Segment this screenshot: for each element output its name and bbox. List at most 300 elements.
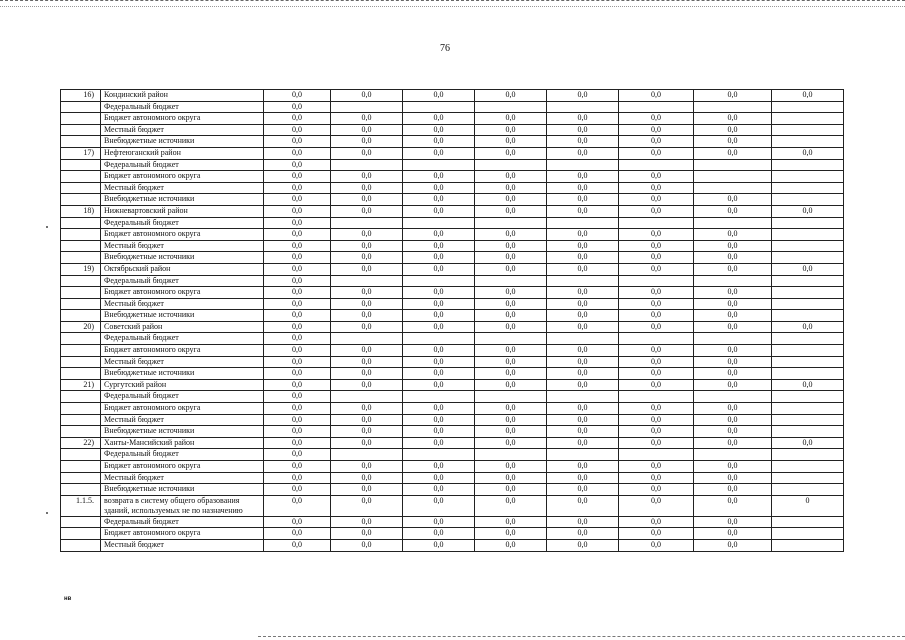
value-cell: 0,0 bbox=[264, 368, 331, 380]
value-cell: 0,0 bbox=[694, 495, 772, 516]
value-cell: 0,0 bbox=[331, 484, 403, 496]
table-row bbox=[61, 403, 844, 415]
value-cell: 0,0 bbox=[547, 171, 619, 183]
value-cell: 0,0 bbox=[331, 147, 403, 159]
value-cell: 0,0 bbox=[331, 414, 403, 426]
value-cell: 0,0 bbox=[264, 472, 331, 484]
value-cell: 0,0 bbox=[475, 356, 547, 368]
value-cell: 0,0 bbox=[694, 379, 772, 391]
table-row bbox=[61, 263, 844, 275]
value-cell bbox=[619, 101, 694, 113]
row-label: Бюджет автономного округа bbox=[101, 287, 264, 299]
value-cell: 0,0 bbox=[264, 229, 331, 241]
value-cell: 0,0 bbox=[403, 240, 475, 252]
value-cell: 0,0 bbox=[547, 182, 619, 194]
value-cell bbox=[475, 449, 547, 461]
value-cell bbox=[475, 217, 547, 229]
value-cell: 0,0 bbox=[264, 263, 331, 275]
value-cell: 0,0 bbox=[547, 147, 619, 159]
value-cell: 0,0 bbox=[547, 516, 619, 528]
value-cell bbox=[547, 275, 619, 287]
value-cell: 0,0 bbox=[475, 484, 547, 496]
value-cell bbox=[403, 159, 475, 171]
value-cell bbox=[772, 101, 844, 113]
page-number: 76 bbox=[440, 43, 450, 54]
value-cell: 0,0 bbox=[264, 217, 331, 229]
value-cell: 0,0 bbox=[547, 437, 619, 449]
value-cell: 0,0 bbox=[331, 298, 403, 310]
value-cell: 0,0 bbox=[331, 356, 403, 368]
value-cell bbox=[403, 275, 475, 287]
row-number bbox=[61, 461, 101, 473]
value-cell bbox=[619, 391, 694, 403]
value-cell: 0,0 bbox=[619, 287, 694, 299]
value-cell bbox=[547, 333, 619, 345]
value-cell bbox=[475, 391, 547, 403]
value-cell: 0,0 bbox=[475, 345, 547, 357]
value-cell: 0,0 bbox=[403, 113, 475, 125]
row-label: Местный бюджет bbox=[101, 414, 264, 426]
value-cell bbox=[772, 217, 844, 229]
value-cell: 0,0 bbox=[403, 426, 475, 438]
value-cell: 0,0 bbox=[403, 528, 475, 540]
table-row bbox=[61, 437, 844, 449]
value-cell: 0,0 bbox=[694, 414, 772, 426]
value-cell: 0,0 bbox=[475, 287, 547, 299]
row-label: Федеральный бюджет bbox=[101, 333, 264, 345]
value-cell: 0,0 bbox=[403, 194, 475, 206]
value-cell bbox=[403, 449, 475, 461]
row-label: Ханты-Мансийский район bbox=[101, 437, 264, 449]
value-cell: 0,0 bbox=[694, 136, 772, 148]
value-cell bbox=[619, 333, 694, 345]
value-cell bbox=[475, 333, 547, 345]
value-cell bbox=[772, 426, 844, 438]
row-label: Местный бюджет bbox=[101, 124, 264, 136]
table-row bbox=[61, 194, 844, 206]
value-cell: 0,0 bbox=[772, 321, 844, 333]
value-cell: 0,0 bbox=[403, 171, 475, 183]
value-cell bbox=[772, 516, 844, 528]
value-cell: 0,0 bbox=[264, 240, 331, 252]
value-cell bbox=[331, 275, 403, 287]
row-label: Местный бюджет bbox=[101, 240, 264, 252]
value-cell: 0,0 bbox=[403, 298, 475, 310]
value-cell: 0,0 bbox=[619, 528, 694, 540]
value-cell bbox=[694, 275, 772, 287]
value-cell: 0,0 bbox=[694, 437, 772, 449]
row-label: Федеральный бюджет bbox=[101, 516, 264, 528]
value-cell: 0,0 bbox=[331, 205, 403, 217]
row-label: Внебюджетные источники bbox=[101, 484, 264, 496]
row-number bbox=[61, 426, 101, 438]
value-cell: 0,0 bbox=[264, 321, 331, 333]
row-label: Бюджет автономного округа bbox=[101, 461, 264, 473]
table-row bbox=[61, 101, 844, 113]
row-label: Бюджет автономного округа bbox=[101, 229, 264, 241]
value-cell: 0,0 bbox=[331, 194, 403, 206]
value-cell: 0,0 bbox=[331, 528, 403, 540]
value-cell: 0,0 bbox=[403, 263, 475, 275]
value-cell: 0,0 bbox=[331, 403, 403, 415]
value-cell: 0,0 bbox=[331, 539, 403, 551]
value-cell: 0,0 bbox=[694, 516, 772, 528]
value-cell bbox=[619, 449, 694, 461]
value-cell bbox=[694, 159, 772, 171]
value-cell: 0,0 bbox=[403, 310, 475, 322]
row-label: Бюджет автономного округа bbox=[101, 528, 264, 540]
value-cell: 0,0 bbox=[619, 194, 694, 206]
value-cell: 0,0 bbox=[547, 379, 619, 391]
value-cell bbox=[547, 391, 619, 403]
value-cell: 0,0 bbox=[619, 414, 694, 426]
row-label: Местный бюджет bbox=[101, 298, 264, 310]
value-cell: 0,0 bbox=[475, 403, 547, 415]
table-body bbox=[61, 90, 844, 552]
table-row bbox=[61, 124, 844, 136]
row-number bbox=[61, 356, 101, 368]
value-cell: 0,0 bbox=[772, 205, 844, 217]
value-cell: 0,0 bbox=[475, 113, 547, 125]
value-cell bbox=[772, 194, 844, 206]
value-cell: 0,0 bbox=[772, 379, 844, 391]
value-cell: 0,0 bbox=[694, 124, 772, 136]
table-row bbox=[61, 171, 844, 183]
value-cell: 0,0 bbox=[694, 321, 772, 333]
value-cell: 0,0 bbox=[331, 461, 403, 473]
value-cell bbox=[772, 414, 844, 426]
row-number: 21) bbox=[61, 379, 101, 391]
value-cell: 0,0 bbox=[619, 379, 694, 391]
row-label: Федеральный бюджет bbox=[101, 449, 264, 461]
row-label: Местный бюджет bbox=[101, 472, 264, 484]
row-number bbox=[61, 136, 101, 148]
value-cell bbox=[772, 449, 844, 461]
value-cell: 0,0 bbox=[619, 229, 694, 241]
value-cell: 0,0 bbox=[694, 472, 772, 484]
value-cell: 0,0 bbox=[694, 298, 772, 310]
value-cell: 0,0 bbox=[547, 484, 619, 496]
value-cell: 0,0 bbox=[403, 205, 475, 217]
value-cell: 0,0 bbox=[403, 345, 475, 357]
value-cell: 0,0 bbox=[475, 310, 547, 322]
value-cell: 0,0 bbox=[403, 368, 475, 380]
value-cell: 0,0 bbox=[694, 229, 772, 241]
value-cell: 0,0 bbox=[331, 379, 403, 391]
row-number bbox=[61, 240, 101, 252]
value-cell bbox=[694, 171, 772, 183]
value-cell: 0,0 bbox=[475, 252, 547, 264]
value-cell: 0,0 bbox=[331, 263, 403, 275]
value-cell bbox=[619, 275, 694, 287]
row-label: Бюджет автономного округа bbox=[101, 113, 264, 125]
budget-table bbox=[60, 89, 844, 552]
value-cell bbox=[331, 333, 403, 345]
value-cell: 0,0 bbox=[694, 240, 772, 252]
value-cell: 0,0 bbox=[264, 101, 331, 113]
value-cell: 0,0 bbox=[264, 495, 331, 516]
value-cell: 0,0 bbox=[264, 252, 331, 264]
value-cell bbox=[694, 333, 772, 345]
value-cell: 0,0 bbox=[475, 426, 547, 438]
row-number bbox=[61, 403, 101, 415]
table-row bbox=[61, 310, 844, 322]
table-row bbox=[61, 275, 844, 287]
row-number: 18) bbox=[61, 205, 101, 217]
value-cell bbox=[331, 159, 403, 171]
value-cell bbox=[475, 159, 547, 171]
value-cell bbox=[772, 368, 844, 380]
value-cell: 0,0 bbox=[403, 461, 475, 473]
row-number bbox=[61, 182, 101, 194]
value-cell: 0,0 bbox=[331, 516, 403, 528]
value-cell bbox=[331, 217, 403, 229]
value-cell: 0,0 bbox=[694, 368, 772, 380]
value-cell bbox=[772, 240, 844, 252]
value-cell: 0,0 bbox=[694, 426, 772, 438]
value-cell: 0,0 bbox=[772, 263, 844, 275]
value-cell: 0,0 bbox=[619, 171, 694, 183]
value-cell bbox=[772, 124, 844, 136]
table-row bbox=[61, 205, 844, 217]
table-row bbox=[61, 426, 844, 438]
value-cell: 0,0 bbox=[264, 159, 331, 171]
value-cell: 0,0 bbox=[475, 136, 547, 148]
value-cell bbox=[403, 333, 475, 345]
value-cell: 0,0 bbox=[475, 461, 547, 473]
value-cell: 0,0 bbox=[403, 124, 475, 136]
value-cell: 0,0 bbox=[403, 379, 475, 391]
row-number bbox=[61, 171, 101, 183]
row-number bbox=[61, 333, 101, 345]
row-label: Внебюджетные источники bbox=[101, 194, 264, 206]
value-cell: 0,0 bbox=[547, 472, 619, 484]
value-cell: 0,0 bbox=[264, 275, 331, 287]
row-number bbox=[61, 528, 101, 540]
value-cell: 0,0 bbox=[264, 310, 331, 322]
value-cell: 0,0 bbox=[475, 298, 547, 310]
value-cell: 0,0 bbox=[619, 437, 694, 449]
value-cell: 0,0 bbox=[264, 516, 331, 528]
value-cell: 0,0 bbox=[264, 113, 331, 125]
value-cell: 0,0 bbox=[331, 240, 403, 252]
row-label: Нефтеюганский район bbox=[101, 147, 264, 159]
value-cell: 0,0 bbox=[547, 345, 619, 357]
table-row bbox=[61, 136, 844, 148]
value-cell: 0,0 bbox=[475, 240, 547, 252]
value-cell: 0,0 bbox=[619, 90, 694, 102]
value-cell: 0,0 bbox=[475, 495, 547, 516]
value-cell: 0,0 bbox=[403, 287, 475, 299]
value-cell: 0,0 bbox=[619, 484, 694, 496]
value-cell: 0,0 bbox=[547, 461, 619, 473]
value-cell: 0,0 bbox=[619, 252, 694, 264]
row-label: Местный бюджет bbox=[101, 539, 264, 551]
row-number bbox=[61, 298, 101, 310]
table-row bbox=[61, 495, 844, 516]
value-cell: 0,0 bbox=[264, 345, 331, 357]
row-label: Бюджет автономного округа bbox=[101, 403, 264, 415]
table-row bbox=[61, 229, 844, 241]
value-cell: 0,0 bbox=[264, 205, 331, 217]
value-cell: 0,0 bbox=[547, 539, 619, 551]
value-cell: 0,0 bbox=[619, 113, 694, 125]
row-number bbox=[61, 472, 101, 484]
value-cell: 0,0 bbox=[772, 147, 844, 159]
value-cell: 0,0 bbox=[694, 539, 772, 551]
row-label: возврата в систему общего образования зданий, используемых не по назначению bbox=[101, 495, 264, 516]
table-row bbox=[61, 298, 844, 310]
row-label: Октябрьский район bbox=[101, 263, 264, 275]
row-number bbox=[61, 516, 101, 528]
row-label: Бюджет автономного округа bbox=[101, 345, 264, 357]
row-label: Внебюджетные источники bbox=[101, 368, 264, 380]
value-cell bbox=[772, 298, 844, 310]
value-cell: 0,0 bbox=[619, 310, 694, 322]
value-cell bbox=[619, 159, 694, 171]
value-cell bbox=[331, 391, 403, 403]
value-cell bbox=[772, 356, 844, 368]
value-cell: 0,0 bbox=[264, 287, 331, 299]
value-cell bbox=[772, 275, 844, 287]
value-cell: 0,0 bbox=[264, 182, 331, 194]
row-number bbox=[61, 101, 101, 113]
value-cell bbox=[694, 101, 772, 113]
value-cell: 0,0 bbox=[403, 229, 475, 241]
row-number bbox=[61, 229, 101, 241]
value-cell: 0,0 bbox=[547, 426, 619, 438]
value-cell: 0,0 bbox=[619, 472, 694, 484]
value-cell bbox=[475, 275, 547, 287]
table-row bbox=[61, 159, 844, 171]
value-cell: 0,0 bbox=[403, 90, 475, 102]
value-cell bbox=[772, 229, 844, 241]
value-cell: 0,0 bbox=[619, 147, 694, 159]
row-number bbox=[61, 252, 101, 264]
value-cell: 0,0 bbox=[694, 205, 772, 217]
value-cell: 0,0 bbox=[403, 321, 475, 333]
value-cell: 0,0 bbox=[547, 368, 619, 380]
value-cell bbox=[772, 391, 844, 403]
row-label: Федеральный бюджет bbox=[101, 275, 264, 287]
value-cell: 0,0 bbox=[619, 403, 694, 415]
value-cell: 0,0 bbox=[619, 182, 694, 194]
table-row bbox=[61, 484, 844, 496]
value-cell: 0,0 bbox=[264, 414, 331, 426]
value-cell: 0,0 bbox=[331, 252, 403, 264]
table-row bbox=[61, 368, 844, 380]
value-cell: 0,0 bbox=[403, 356, 475, 368]
table-row bbox=[61, 217, 844, 229]
row-number bbox=[61, 310, 101, 322]
value-cell bbox=[772, 539, 844, 551]
value-cell bbox=[772, 333, 844, 345]
value-cell: 0,0 bbox=[331, 345, 403, 357]
row-number bbox=[61, 275, 101, 287]
value-cell: 0,0 bbox=[619, 356, 694, 368]
value-cell: 0,0 bbox=[403, 147, 475, 159]
value-cell: 0,0 bbox=[547, 252, 619, 264]
row-number: 1.1.5. bbox=[61, 495, 101, 516]
value-cell: 0,0 bbox=[264, 356, 331, 368]
value-cell: 0,0 bbox=[264, 147, 331, 159]
value-cell: 0,0 bbox=[694, 194, 772, 206]
value-cell: 0,0 bbox=[264, 171, 331, 183]
value-cell: 0,0 bbox=[547, 298, 619, 310]
table-row bbox=[61, 321, 844, 333]
value-cell bbox=[475, 101, 547, 113]
value-cell: 0,0 bbox=[475, 263, 547, 275]
table-row bbox=[61, 287, 844, 299]
table-row bbox=[61, 539, 844, 551]
scan-top-edge bbox=[0, 0, 905, 7]
value-cell: 0,0 bbox=[547, 205, 619, 217]
value-cell: 0,0 bbox=[475, 147, 547, 159]
value-cell: 0,0 bbox=[619, 345, 694, 357]
table-row bbox=[61, 472, 844, 484]
value-cell bbox=[547, 101, 619, 113]
value-cell bbox=[772, 287, 844, 299]
value-cell: 0,0 bbox=[694, 113, 772, 125]
value-cell: 0,0 bbox=[694, 461, 772, 473]
value-cell: 0,0 bbox=[331, 171, 403, 183]
row-label: Сургутский район bbox=[101, 379, 264, 391]
value-cell: 0,0 bbox=[475, 437, 547, 449]
value-cell: 0,0 bbox=[694, 484, 772, 496]
value-cell bbox=[772, 461, 844, 473]
value-cell: 0,0 bbox=[694, 345, 772, 357]
row-number bbox=[61, 287, 101, 299]
value-cell: 0,0 bbox=[331, 287, 403, 299]
value-cell: 0,0 bbox=[264, 449, 331, 461]
row-number bbox=[61, 391, 101, 403]
value-cell: 0,0 bbox=[475, 90, 547, 102]
value-cell: 0,0 bbox=[264, 194, 331, 206]
value-cell: 0,0 bbox=[547, 321, 619, 333]
value-cell: 0,0 bbox=[331, 90, 403, 102]
value-cell: 0,0 bbox=[772, 437, 844, 449]
row-number: 22) bbox=[61, 437, 101, 449]
value-cell: 0,0 bbox=[547, 356, 619, 368]
value-cell: 0,0 bbox=[264, 90, 331, 102]
value-cell: 0,0 bbox=[475, 528, 547, 540]
value-cell: 0,0 bbox=[547, 414, 619, 426]
row-label: Федеральный бюджет bbox=[101, 159, 264, 171]
value-cell: 0,0 bbox=[547, 263, 619, 275]
row-label: Местный бюджет bbox=[101, 356, 264, 368]
table-row bbox=[61, 391, 844, 403]
value-cell: 0,0 bbox=[264, 124, 331, 136]
value-cell: 0,0 bbox=[547, 229, 619, 241]
value-cell: 0,0 bbox=[264, 461, 331, 473]
value-cell: 0,0 bbox=[694, 90, 772, 102]
row-number bbox=[61, 124, 101, 136]
table-row bbox=[61, 461, 844, 473]
value-cell bbox=[403, 391, 475, 403]
row-label: Внебюджетные источники bbox=[101, 426, 264, 438]
value-cell: 0,0 bbox=[619, 426, 694, 438]
value-cell: 0,0 bbox=[403, 182, 475, 194]
value-cell: 0,0 bbox=[619, 321, 694, 333]
value-cell bbox=[772, 484, 844, 496]
value-cell bbox=[772, 171, 844, 183]
row-number bbox=[61, 345, 101, 357]
value-cell bbox=[772, 252, 844, 264]
value-cell: 0,0 bbox=[264, 484, 331, 496]
value-cell bbox=[772, 113, 844, 125]
value-cell: 0,0 bbox=[264, 298, 331, 310]
row-label: Внебюджетные источники bbox=[101, 310, 264, 322]
